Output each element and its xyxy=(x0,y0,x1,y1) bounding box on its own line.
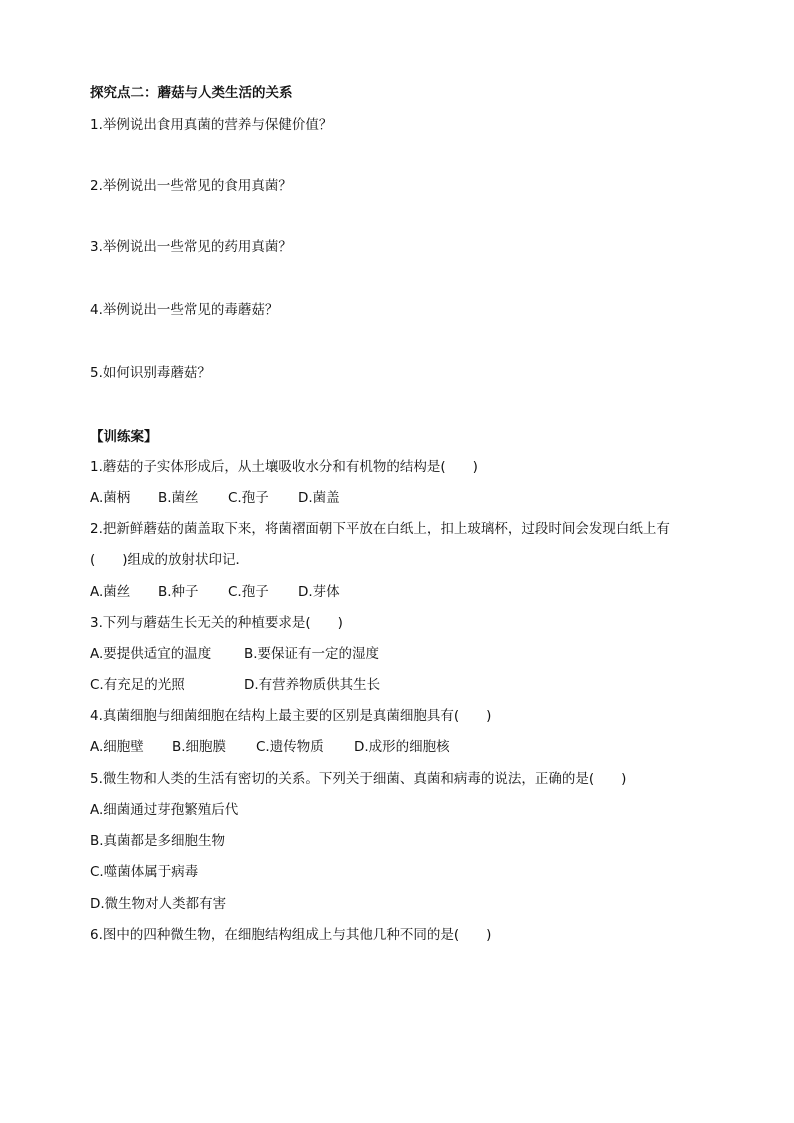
q2-option-c: C.孢子 xyxy=(228,584,269,600)
q3-stem: 3.下列与蘑菇生长无关的种植要求是( ) xyxy=(90,615,343,631)
inquiry-question-1: 1.举例说出食用真菌的营养与保健价值？ xyxy=(90,117,333,133)
section-heading: 探究点二：蘑菇与人类生活的关系 xyxy=(90,85,293,101)
q3-options-row2 xyxy=(90,676,730,694)
q2-option-a: A.菌丝 xyxy=(90,584,131,600)
q3-option-c: C.有充足的光照 xyxy=(90,677,185,693)
q2-option-b: B.种子 xyxy=(158,584,199,600)
q4-options xyxy=(90,738,730,756)
q1-option-c: C.孢子 xyxy=(228,490,269,506)
q1-options xyxy=(90,489,730,507)
training-heading: 【训练案】 xyxy=(90,429,158,445)
q1-option-b: B.菌丝 xyxy=(158,490,199,506)
q2-options xyxy=(90,583,730,601)
q2-stem-line2: ( )组成的放射状印记． xyxy=(90,552,250,568)
q5-option-a: A.细菌通过芽孢繁殖后代 xyxy=(90,802,239,818)
q5-stem: 5.微生物和人类的生活有密切的关系。下列关于细菌、真菌和病毒的说法，正确的是( ) xyxy=(90,771,627,787)
inquiry-question-4: 4.举例说出一些常见的毒蘑菇？ xyxy=(90,302,279,318)
inquiry-question-5: 5.如何识别毒蘑菇？ xyxy=(90,365,211,381)
q2-option-d: D.芽体 xyxy=(298,584,340,600)
q3-option-b: B.要保证有一定的湿度 xyxy=(244,646,380,662)
q6-stem: 6.图中的四种微生物，在细胞结构组成上与其他几种不同的是( ) xyxy=(90,927,492,943)
q4-option-b: B.细胞膜 xyxy=(172,739,227,755)
q1-option-a: A.菌柄 xyxy=(90,490,131,506)
q4-option-a: A.细胞壁 xyxy=(90,739,144,755)
q4-stem: 4.真菌细胞与细菌细胞在结构上最主要的区别是真菌细胞具有( ) xyxy=(90,708,492,724)
q4-option-c: C.遗传物质 xyxy=(256,739,324,755)
q5-option-c: C.噬菌体属于病毒 xyxy=(90,864,199,880)
inquiry-question-3: 3.举例说出一些常见的药用真菌？ xyxy=(90,239,292,255)
inquiry-question-2: 2.举例说出一些常见的食用真菌？ xyxy=(90,178,292,194)
q3-option-a: A.要提供适宜的温度 xyxy=(90,646,212,662)
q4-option-d: D.成形的细胞核 xyxy=(354,739,450,755)
q3-options-row1 xyxy=(90,645,730,663)
q3-option-d: D.有营养物质供其生长 xyxy=(244,677,381,693)
q1-stem: 1.蘑菇的子实体形成后，从土壤吸收水分和有机物的结构是( ) xyxy=(90,459,478,475)
q2-stem-line1: 2.把新鲜蘑菇的菌盖取下来，将菌褶面朝下平放在白纸上，扣上玻璃杯，过段时间会发现白纸上有 xyxy=(90,521,670,537)
q5-option-b: B.真菌都是多细胞生物 xyxy=(90,833,226,849)
q5-option-d: D.微生物对人类都有害 xyxy=(90,896,227,912)
q1-option-d: D.菌盖 xyxy=(298,490,340,506)
